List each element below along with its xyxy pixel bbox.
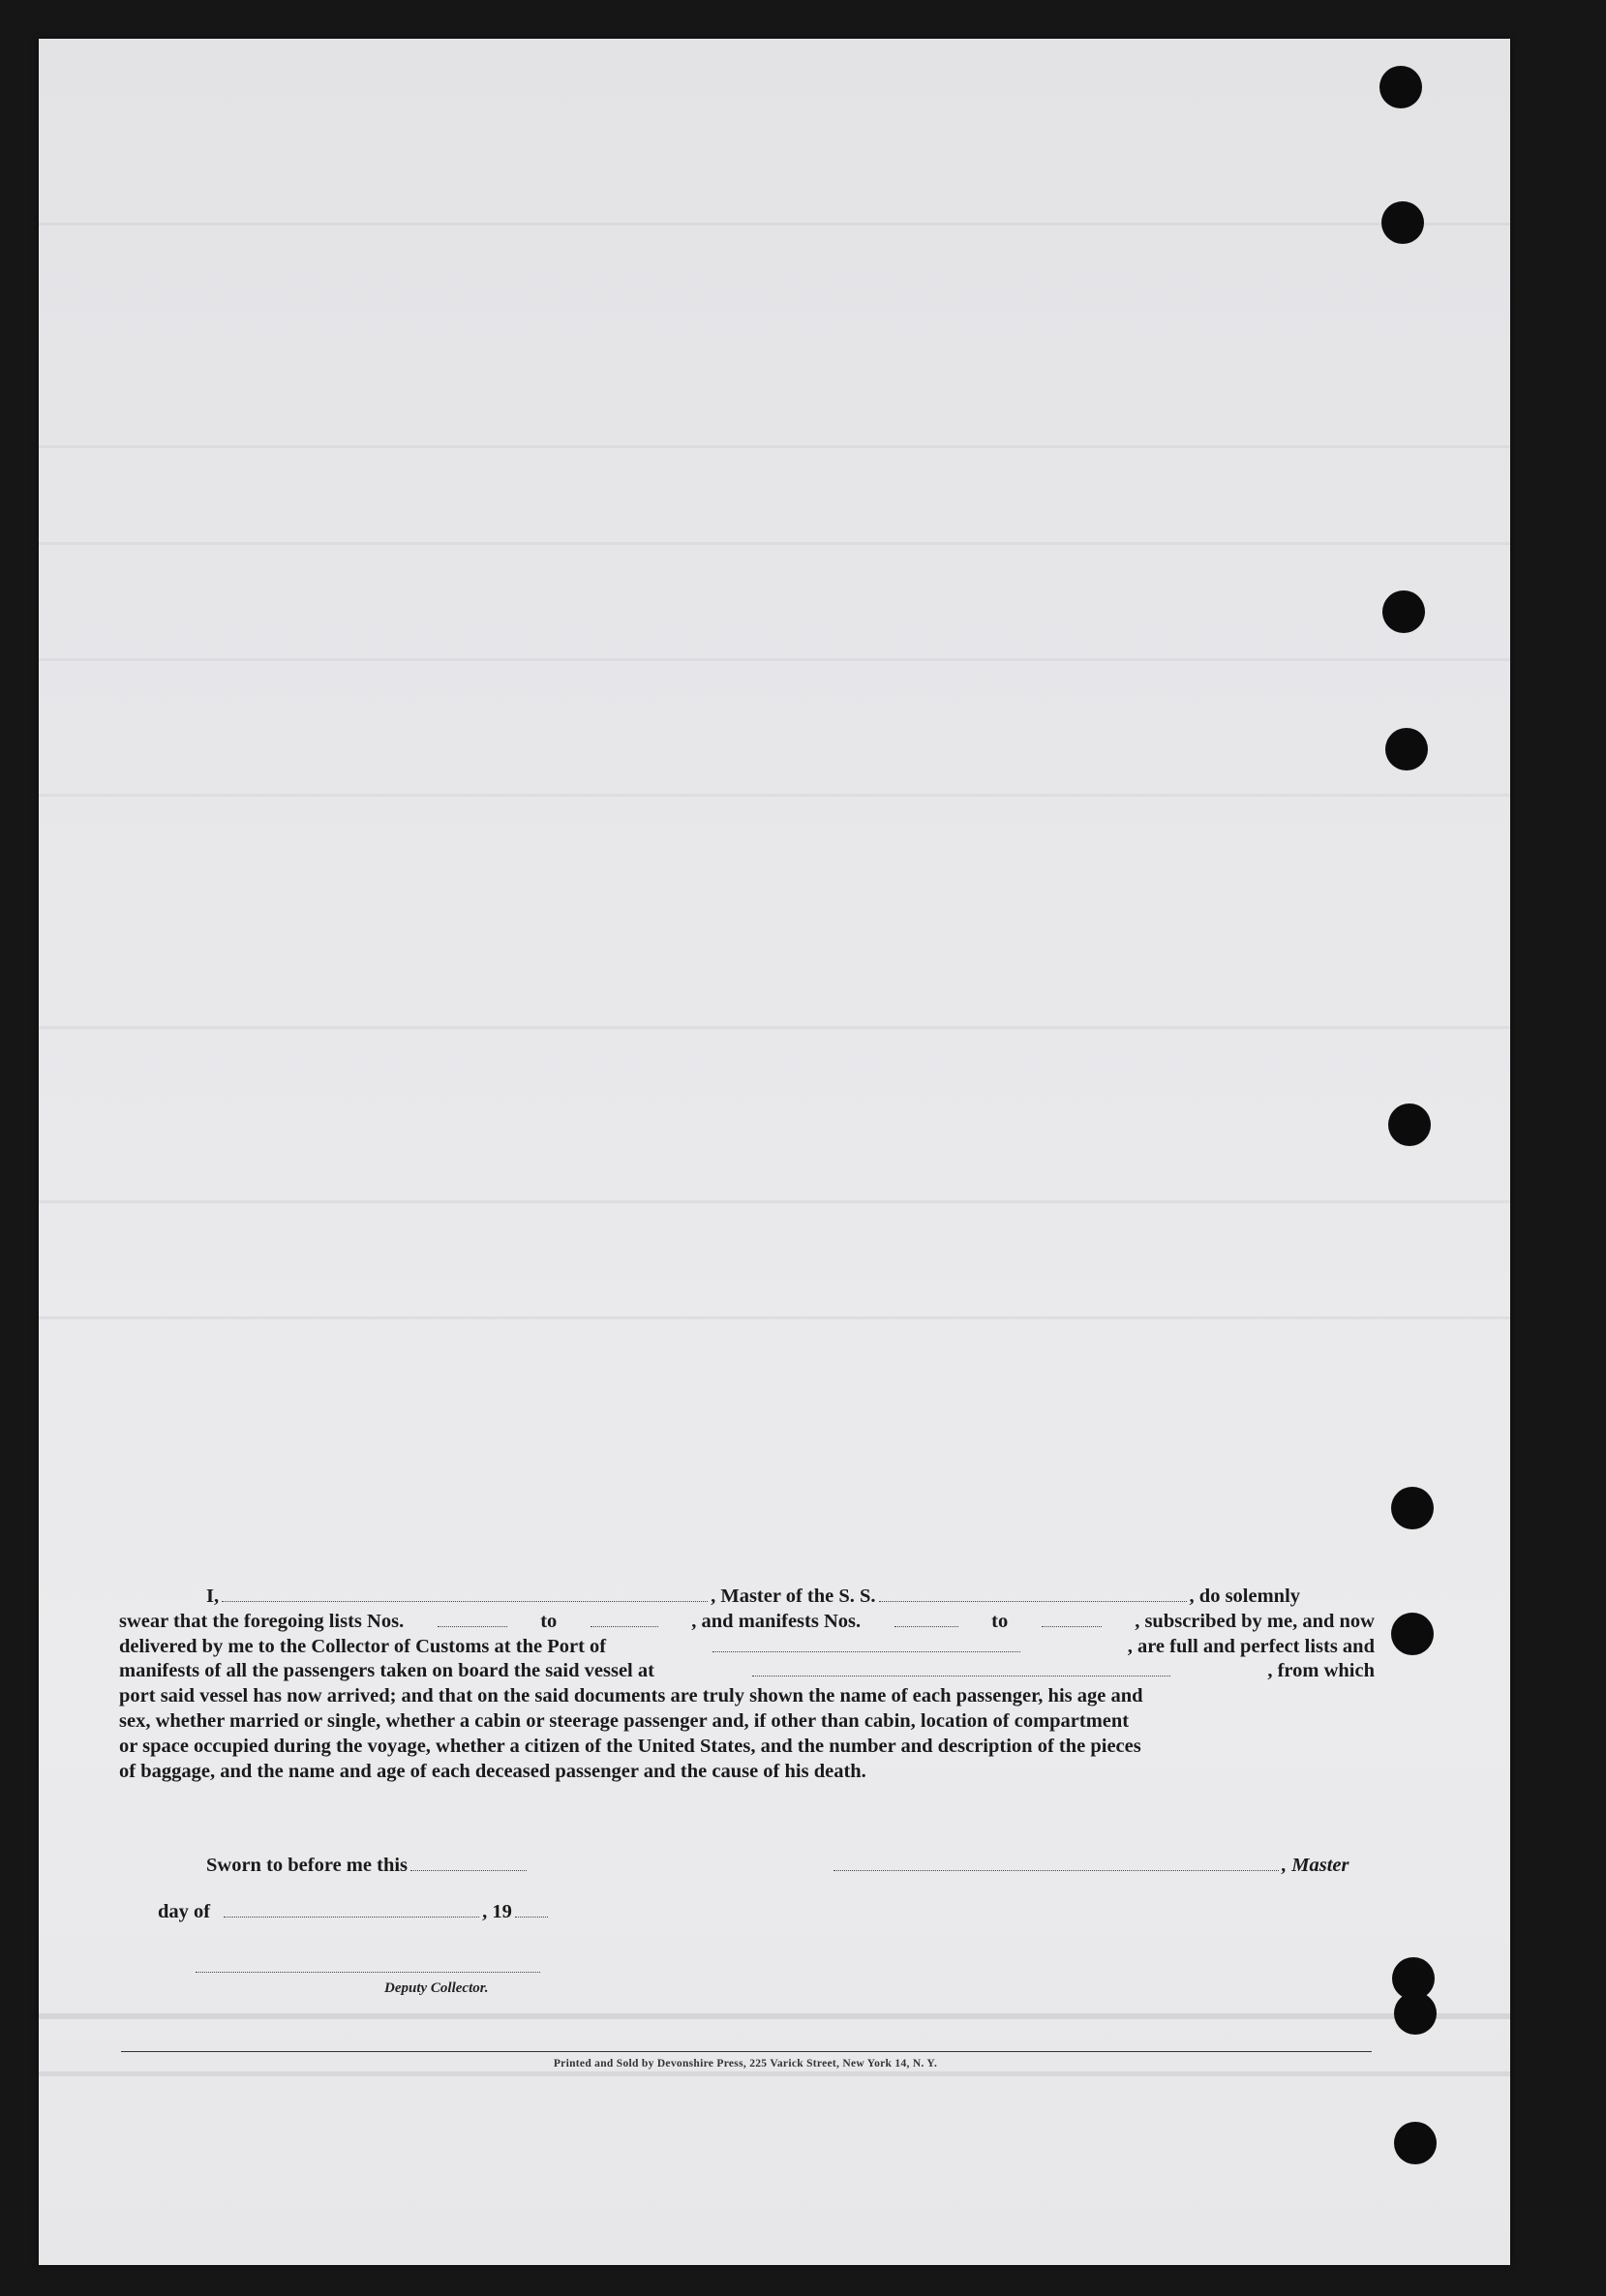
oath-text: sex, whether married or single, whether a cabin or steerage passenger and, if other than cabin, location of compartment [119,1709,1130,1732]
bleed-through-line [39,542,1510,545]
master-signature-row [831,1855,1348,1877]
oath-manifests-of: manifests of all the passengers taken on board the said vessel at [119,1660,654,1682]
oath-line-1 [119,1585,1375,1610]
oath-line-5 [119,1684,1375,1709]
binder-hole [1382,590,1425,633]
bleed-through-line [39,658,1510,661]
binder-hole [1381,201,1424,244]
bleed-through-line [39,1200,1510,1203]
blank-master-signature[interactable] [833,1870,1279,1871]
blank-lists-from[interactable] [438,1626,507,1627]
master-label: , Master [1282,1855,1349,1876]
oath-line-7 [119,1735,1375,1760]
printer-imprint: Printed and Sold by Devonshire Press, 225 Varick Street, New York 14, N. Y. [553,2058,938,2069]
blank-ship-name[interactable] [879,1601,1187,1602]
blank-manifests-from[interactable] [894,1626,958,1627]
oath-master-of-ss: , Master of the S. S. [711,1586,876,1607]
oath-line-6 [119,1709,1375,1735]
deputy-collector-label: Deputy Collector. [384,1980,489,1996]
bleed-through-line [39,2071,1510,2076]
blank-departure-port[interactable] [752,1676,1170,1677]
bleed-through-line [39,1026,1510,1029]
bleed-through-line [39,1316,1510,1319]
blank-manifests-to[interactable] [1042,1626,1102,1627]
oath-line-3 [119,1635,1375,1660]
binder-hole [1391,1487,1434,1529]
binder-hole [1388,1103,1431,1146]
year-label: , 19 [482,1901,512,1922]
sworn-label: Sworn to before me this [206,1855,409,1876]
oath-to: to [540,1610,558,1632]
bleed-through-line [39,445,1510,448]
binder-hole [1385,728,1428,770]
binder-hole [1391,1613,1434,1655]
day-of-row [158,1901,551,1923]
binder-hole [1379,66,1422,108]
blank-lists-to[interactable] [591,1626,658,1627]
oath-are-full: , are full and perfect lists and [1127,1635,1375,1657]
sworn-row [206,1855,530,1877]
oath-line-4 [119,1659,1375,1684]
oath-delivered: delivered by me to the Collector of Customs at the Port of [119,1635,607,1657]
oath-line-2 [119,1610,1375,1635]
day-of-label: day of [158,1901,211,1922]
blank-month[interactable] [224,1917,479,1918]
footer-rule [121,2051,1372,2052]
oath-text: or space occupied during the voyage, whether a citizen of the United States, and the number and description of the pieces [119,1735,1141,1757]
binder-hole [1394,1992,1437,2035]
oath-do-solemnly: , do solemnly [1189,1586,1301,1607]
deputy-signature-line[interactable] [196,1972,540,1973]
form-page [39,39,1510,2265]
oath-subscribed: , subscribed by me, and now [1135,1610,1375,1632]
oath-paragraph [119,1585,1375,1784]
oath-i: I, [206,1586,220,1607]
oath-line-8 [119,1760,1375,1785]
blank-sworn-day[interactable] [410,1870,527,1871]
bleed-through-line [39,223,1510,226]
oath-text: of baggage, and the name and age of each deceased passenger and the cause of his death. [119,1760,866,1782]
oath-text: port said vessel has now arrived; and that on the said documents are truly shown the name of each passenger, his age and [119,1685,1143,1707]
blank-master-name[interactable] [222,1601,708,1602]
bleed-through-line [39,794,1510,797]
oath-and-manifests: , and manifests Nos. [691,1610,862,1632]
binder-hole [1394,2122,1437,2164]
oath-from-which: , from which [1267,1660,1375,1682]
oath-to-2: to [991,1610,1009,1632]
bleed-through-line [39,2013,1510,2019]
oath-swear: swear that the foregoing lists Nos. [119,1610,405,1632]
blank-year[interactable] [515,1917,548,1918]
blank-port[interactable] [712,1651,1020,1652]
